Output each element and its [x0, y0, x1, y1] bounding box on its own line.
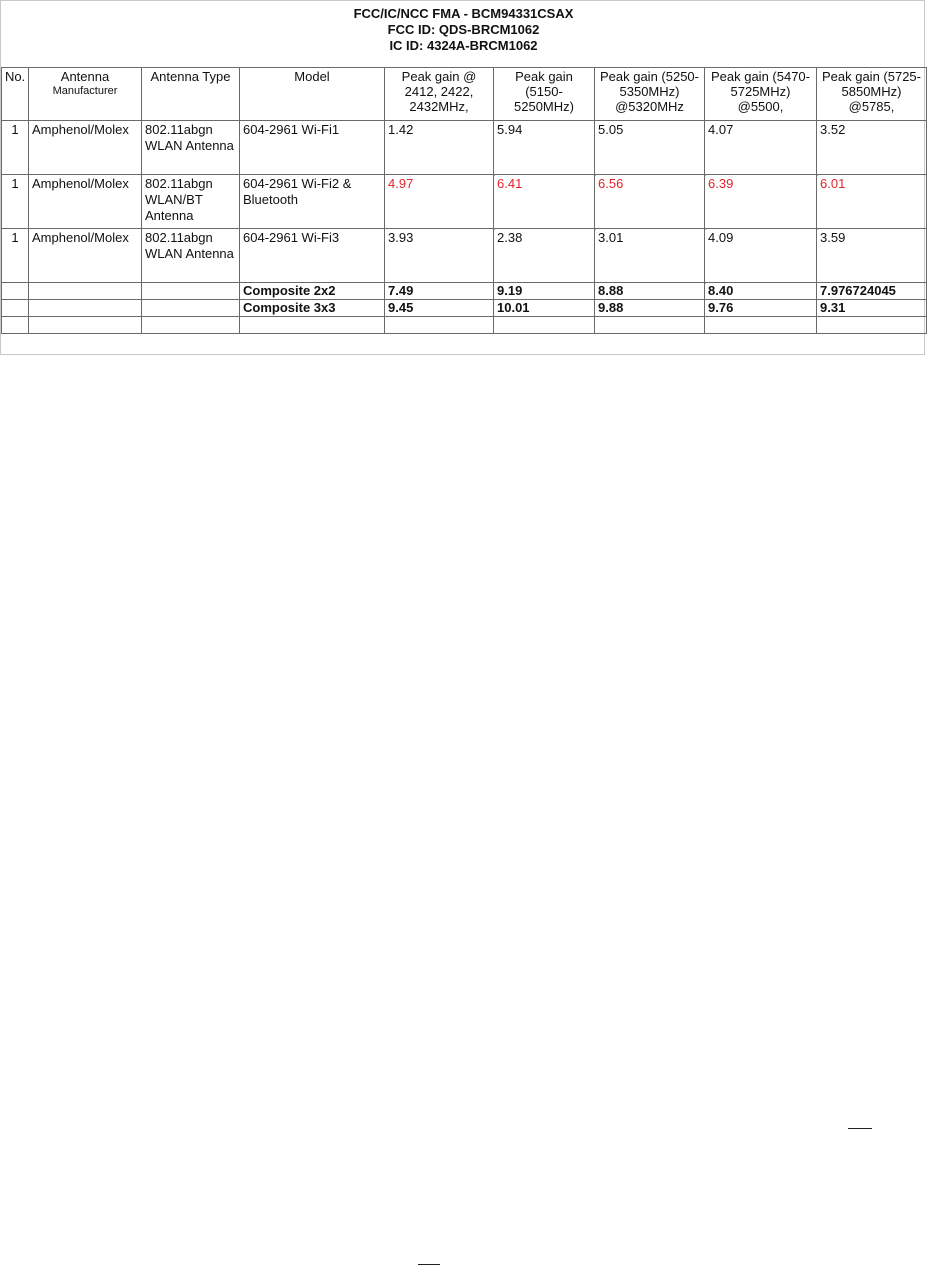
- gain-cell-highlighted: 6.56: [595, 175, 705, 229]
- row-antenna-type: 802.11abgn WLAN Antenna: [142, 121, 240, 175]
- header-peak-gain-5725: Peak gain (5725-5850MHz) @5785,: [817, 68, 927, 121]
- row-antenna-type: 802.11abgn WLAN Antenna: [142, 229, 240, 283]
- header-no: No.: [2, 68, 29, 121]
- composite-gain-cell: 9.76: [705, 300, 817, 317]
- sheet-title: [1, 6, 926, 54]
- header-peak-gain-5150: Peak gain (5150-5250MHz): [494, 68, 595, 121]
- composite-label: Composite 2x2: [240, 283, 385, 300]
- gain-cell: 5.05: [595, 121, 705, 175]
- table-row: [2, 175, 927, 229]
- header-row: [2, 68, 927, 121]
- composite-label: Composite 3x3: [240, 300, 385, 317]
- row-no: 1: [2, 229, 29, 283]
- gain-cell: 3.01: [595, 229, 705, 283]
- composite-gain-cell: 9.88: [595, 300, 705, 317]
- gain-cell: 3.93: [385, 229, 494, 283]
- gain-cell-highlighted: 6.41: [494, 175, 595, 229]
- composite-gain-cell: 9.19: [494, 283, 595, 300]
- gain-cell: 2.38: [494, 229, 595, 283]
- composite-row: [2, 300, 927, 317]
- composite-gain-cell: 9.45: [385, 300, 494, 317]
- gain-cell-highlighted: 4.97: [385, 175, 494, 229]
- title-line-2: FCC ID: QDS-BRCM1062: [387, 22, 540, 37]
- row-model: 604-2961 Wi-Fi1: [240, 121, 385, 175]
- table-row: [2, 229, 927, 283]
- row-model: 604-2961 Wi-Fi2 & Bluetooth: [240, 175, 385, 229]
- header-peak-gain-2400: Peak gain @ 2412, 2422, 2432MHz,: [385, 68, 494, 121]
- row-model: 604-2961 Wi-Fi3: [240, 229, 385, 283]
- row-antenna-type: 802.11abgn WLAN/BT Antenna: [142, 175, 240, 229]
- gain-cell: 4.07: [705, 121, 817, 175]
- blank-row: [2, 317, 927, 334]
- header-peak-gain-5470: Peak gain (5470-5725MHz) @5500,: [705, 68, 817, 121]
- antenna-gain-table: [1, 67, 927, 334]
- title-line-3: IC ID: 4324A-BRCM1062: [389, 38, 538, 53]
- composite-gain-cell: 7.49: [385, 283, 494, 300]
- gain-cell: 5.94: [494, 121, 595, 175]
- gain-cell: 3.59: [817, 229, 927, 283]
- row-manufacturer: Amphenol/Molex: [29, 121, 142, 175]
- gain-cell: 1.42: [385, 121, 494, 175]
- composite-gain-cell: 8.88: [595, 283, 705, 300]
- table-row: [2, 121, 927, 175]
- gain-cell: 4.09: [705, 229, 817, 283]
- composite-gain-cell: 9.31: [817, 300, 927, 317]
- composite-gain-cell: 8.40: [705, 283, 817, 300]
- header-peak-gain-5250: Peak gain (5250-5350MHz) @5320MHz: [595, 68, 705, 121]
- title-line-1: FCC/IC/NCC FMA - BCM94331CSAX: [353, 6, 574, 21]
- footer-rule-bottom: [418, 1264, 440, 1265]
- header-antenna-type: Antenna Type: [142, 68, 240, 121]
- header-manufacturer: Antenna Manufacturer: [29, 68, 142, 121]
- composite-gain-cell: 10.01: [494, 300, 595, 317]
- header-model: Model: [240, 68, 385, 121]
- row-no: 1: [2, 121, 29, 175]
- composite-gain-cell: 7.976724045: [817, 283, 927, 300]
- row-manufacturer: Amphenol/Molex: [29, 229, 142, 283]
- composite-row: [2, 283, 927, 300]
- row-manufacturer: Amphenol/Molex: [29, 175, 142, 229]
- gain-cell: 3.52: [817, 121, 927, 175]
- footer-rule-right: [848, 1128, 872, 1129]
- gain-cell-highlighted: 6.39: [705, 175, 817, 229]
- gain-cell-highlighted: 6.01: [817, 175, 927, 229]
- row-no: 1: [2, 175, 29, 229]
- antenna-gain-sheet: [0, 0, 925, 355]
